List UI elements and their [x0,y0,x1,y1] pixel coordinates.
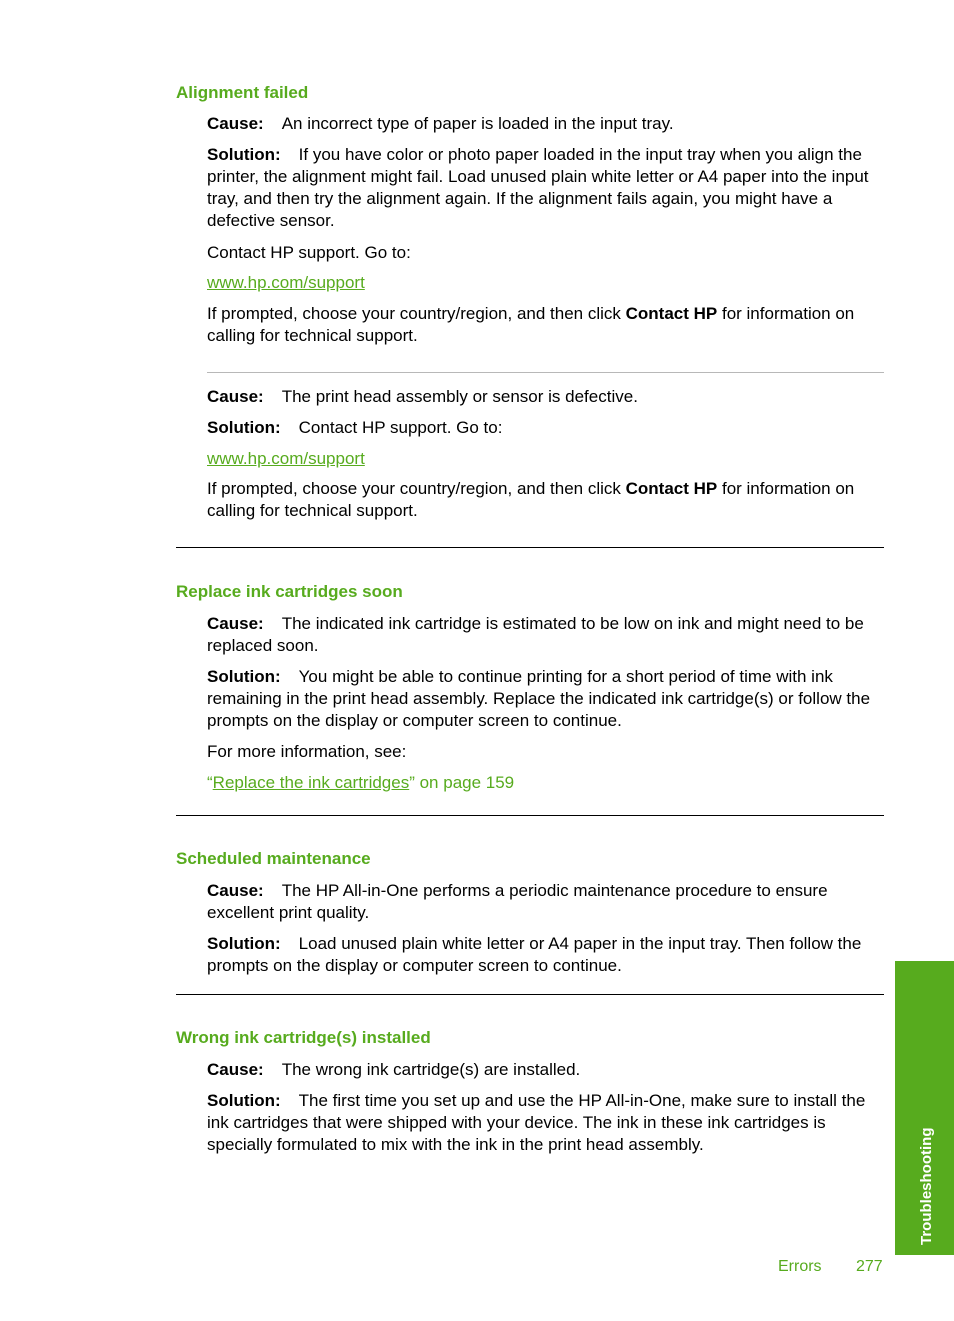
cause-paragraph [207,880,887,924]
solution-text: The first time you set up and use the HP All-in-One, make sure to install the ink cartridges that were shipped with your device. The ink in these ink cartridges is specially formulated to mix with the ink in the print head assembly. [207,1091,866,1154]
section-heading-wrong-cartridge: Wrong ink cartridge(s) installed [176,1028,431,1047]
solution-text: Load unused plain white letter or A4 paper in the input tray. Then follow the prompts on the display or computer screen to continue. [207,934,862,975]
solution-paragraph [207,144,887,232]
solution-paragraph [207,417,887,439]
chapter-tab-label: Troubleshooting [917,1127,935,1245]
cause-paragraph [207,386,887,408]
solution-label: Solution: [207,667,281,686]
xref-open-quote: “ [207,773,213,792]
prompt-paragraph [207,478,887,522]
cause-label: Cause: [207,114,264,133]
subsection-divider [207,372,884,373]
solution-paragraph [207,666,887,732]
prompt-text-post: for information on calling for technical support. [207,304,855,345]
cause-label: Cause: [207,387,264,406]
section-divider [176,815,884,816]
section-heading-replace-ink: Replace ink cartridges soon [176,582,403,601]
solution-paragraph [207,1090,887,1156]
support-link-paragraph [207,272,887,294]
support-link[interactable]: www.hp.com/support [207,273,365,292]
solution-label: Solution: [207,145,281,164]
cause-paragraph [207,613,887,657]
prompt-text-post: for information on calling for technical support. [207,479,855,520]
section-divider [176,994,884,995]
support-link-paragraph [207,448,887,470]
solution-label: Solution: [207,418,281,437]
prompt-text-pre: If prompted, choose your country/region, and then click [207,304,626,323]
solution-text: You might be able to continue printing for a short period of time with ink remaining in the print head assembly. Replace the indicated ink cartridge(s) or follow the prompts on the display or computer screen to continue. [207,667,871,730]
xref-paragraph [207,772,887,794]
cause-label: Cause: [207,1060,264,1079]
footer-section-name: Errors [778,1258,822,1275]
section-divider [176,547,884,548]
contact-text: Contact HP support. Go to: [207,243,411,262]
solution-label: Solution: [207,934,281,953]
solution-label: Solution: [207,1091,281,1110]
solution-paragraph [207,933,887,977]
more-info-text: For more information, see: [207,742,407,761]
xref-page-ref: ” on page 159 [409,773,515,792]
replace-cartridges-link[interactable]: Replace the ink cartridges [212,773,410,792]
cause-text: The HP All-in-One performs a periodic maintenance procedure to ensure excellent print quality. [207,881,828,922]
section-heading-scheduled-maintenance: Scheduled maintenance [176,849,371,868]
cause-label: Cause: [207,881,264,900]
contact-hp-label: Contact HP [625,304,718,323]
prompt-text-pre: If prompted, choose your country/region, and then click [207,479,626,498]
solution-text: Contact HP support. Go to: [298,418,503,437]
cause-text: The indicated ink cartridge is estimated to be low on ink and might need to be replaced soon. [207,614,864,655]
chapter-side-tab [895,961,954,1255]
cause-paragraph [207,113,887,135]
cause-label: Cause: [207,614,264,633]
solution-text: If you have color or photo paper loaded in the input tray when you align the printer, the alignment might fail. Load unused plain white letter or A4 paper into the input tray, and then try the alignment again. If the alignment fails again, you might have a defective sensor. [207,145,869,230]
cause-text: An incorrect type of paper is loaded in the input tray. [281,114,674,133]
contact-hp-label: Contact HP [625,479,718,498]
support-link[interactable]: www.hp.com/support [207,449,365,468]
cause-text: The print head assembly or sensor is defective. [281,387,638,406]
prompt-paragraph [207,303,887,347]
cause-paragraph [207,1059,887,1081]
footer-page-number: 277 [856,1258,883,1275]
section-heading-alignment-failed: Alignment failed [176,83,309,102]
cause-text: The wrong ink cartridge(s) are installed. [281,1060,581,1079]
